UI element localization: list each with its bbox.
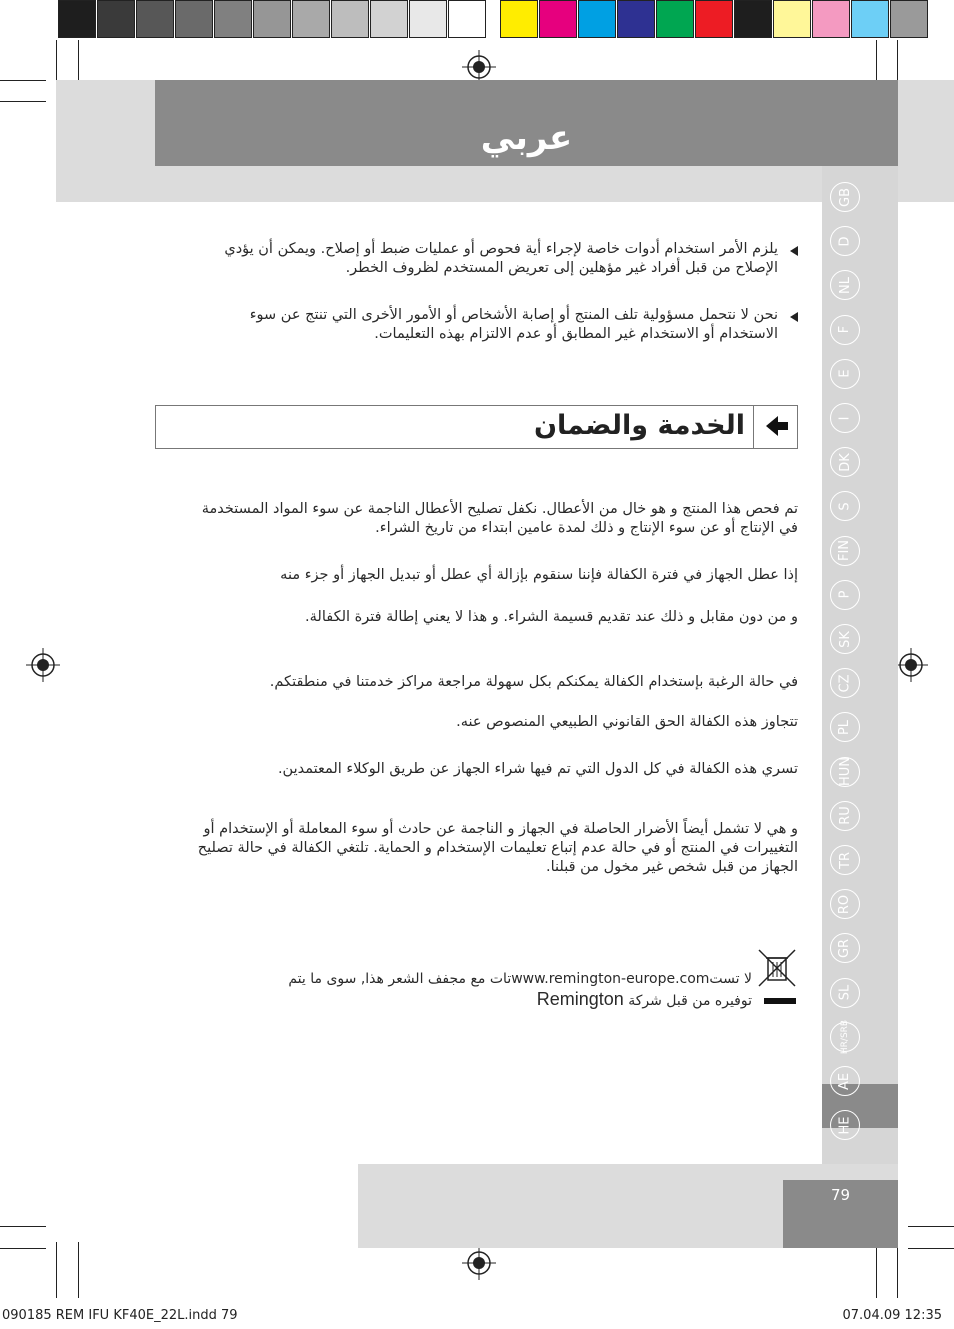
crop-mark — [908, 1248, 954, 1249]
color-swatch — [617, 0, 655, 38]
color-swatch — [812, 0, 850, 38]
language-tab-strip — [822, 166, 898, 1164]
weee-bar — [764, 998, 796, 1004]
language-tab-gb[interactable] — [830, 182, 860, 212]
language-tab-label: RU — [837, 806, 853, 826]
color-swatch — [97, 0, 135, 38]
guarantee-paragraph: تتجاوز هذه الكفالة الحق القانوني الطبيعي المنصوص عنه. — [456, 714, 798, 730]
language-tab-label: RO — [837, 894, 853, 914]
brand-name: Remington — [536, 989, 624, 1009]
weee-text-line1: لا تستwww.remington-europe.comتات مع مجفف الشعر هذا, سوى ما يتم — [288, 971, 752, 987]
language-tab-hun[interactable] — [830, 757, 860, 787]
language-tab-sl[interactable] — [830, 978, 860, 1008]
color-swatch — [773, 0, 811, 38]
language-tab-label: F — [837, 325, 853, 334]
language-tab-dk[interactable] — [830, 447, 860, 477]
language-tab-d[interactable] — [830, 226, 860, 256]
color-bar-gap — [487, 0, 499, 36]
crop-mark — [0, 80, 46, 81]
bullet-text-1: يلزم الأمر استخدام أدوات خاصة لإجراء أية فحوص أو عمليات ضبط أو إصلاح. ويمكن أن يؤدي الإصلاح من قبل أفراد غير مؤهلين إلى تعريض المستخدم لظروف الخطر. — [224, 241, 778, 276]
language-tab-label: AE — [837, 1072, 853, 1090]
color-swatch — [890, 0, 928, 38]
language-tab-label: SL — [837, 984, 853, 1001]
color-swatch — [656, 0, 694, 38]
language-tab-label: HE — [837, 1116, 853, 1135]
guarantee-paragraph: و هي لا تشمل أيضاً الأضرار الحاصلة في الجهاز و الناجمة عن حادث أو سوء المعاملة أو الإستخدام أو التغييرات في المنتج أو في حالة عدم إتباع تعليمات الإستخدام و الحماية. تلتغي الكفالة في حالة تصليح الجهاز من قبل شخص غير مخول من قبلنا. — [197, 821, 798, 875]
language-tab-label: HR/SRB — [840, 1019, 851, 1054]
bullet-arrow-icon — [790, 312, 798, 322]
print-slug-date: 07.04.09 12:35 — [842, 1308, 942, 1323]
language-tab-label: TR — [837, 851, 853, 869]
color-swatch — [175, 0, 213, 38]
guarantee-paragraph: في حالة الرغبة بإستخدام الكفالة يمكنكم بكل سهولة مراجعة مراكز خدمتنا في منطقتكم. — [269, 674, 798, 690]
registration-mark-icon — [462, 1246, 496, 1280]
color-swatch — [695, 0, 733, 38]
color-swatch — [734, 0, 772, 38]
page-number: 79 — [830, 1186, 851, 1204]
color-swatch — [851, 0, 889, 38]
crop-mark — [0, 1226, 46, 1227]
language-tab-label: PL — [837, 719, 853, 735]
color-swatch — [409, 0, 447, 38]
crossed-bin-icon — [757, 948, 797, 992]
registration-mark-icon — [462, 50, 496, 84]
language-tab-label: I — [837, 416, 853, 420]
guarantee-paragraph: تسري هذه الكفالة في كل الدول التي تم فيها شراء الجهاز عن طريق الوكلاء المعتمدين. — [277, 761, 798, 777]
language-tab-i[interactable] — [830, 403, 860, 433]
language-tab-p[interactable] — [830, 580, 860, 610]
language-tab-hr-srb[interactable] — [830, 1019, 860, 1054]
crop-mark — [876, 1242, 877, 1298]
guarantee-paragraph: إذا عطل الجهاز في فترة الكفالة فإننا سنقوم بإزالة أي عطل أو تبديل الجهاز أو جزء منه — [280, 567, 798, 583]
section-icon-cell — [753, 405, 798, 449]
language-tab-label: D — [837, 236, 853, 247]
color-swatch — [331, 0, 369, 38]
language-tab-he[interactable] — [830, 1110, 860, 1140]
language-tab-label: NL — [837, 276, 853, 294]
bullet-arrow-icon — [790, 246, 798, 256]
language-tab-cz[interactable] — [830, 668, 860, 698]
color-swatch — [500, 0, 538, 38]
section-title: الخدمة والضمان — [533, 410, 745, 441]
language-tab-ae[interactable] — [830, 1066, 860, 1096]
weee-text-line2 — [190, 990, 752, 1011]
language-tab-f[interactable] — [830, 315, 860, 345]
crop-mark — [78, 1242, 79, 1298]
language-tab-label: DK — [837, 452, 853, 472]
language-tab-ro[interactable] — [830, 889, 860, 919]
language-tab-label: GR — [837, 938, 853, 958]
crop-mark — [56, 1242, 57, 1298]
registration-mark-icon — [26, 648, 60, 682]
color-calibration-bar — [58, 0, 929, 40]
registration-mark-icon — [894, 648, 928, 682]
color-swatch — [136, 0, 174, 38]
language-tab-label: FIN — [837, 540, 853, 562]
crop-mark — [0, 101, 46, 102]
color-swatch — [539, 0, 577, 38]
crop-mark — [908, 1226, 954, 1227]
language-tab-label: S — [837, 502, 853, 511]
language-tab-ru[interactable] — [830, 801, 860, 831]
crop-mark — [897, 1242, 898, 1298]
language-tab-tr[interactable] — [830, 845, 860, 875]
weee-text-arabic: توفيره من قبل شركة — [628, 993, 752, 1009]
color-swatch — [578, 0, 616, 38]
bullet-text-2: نحن لا نتحمل مسؤولية تلف المنتج أو إصابة الأشخاص أو الأمور الأخرى التي تنتج عن سوء الاستخدام أو الاستخدام غير المطابق أو عدم الالتزام بهذه التعليمات. — [249, 307, 778, 342]
color-swatch — [253, 0, 291, 38]
color-swatch — [448, 0, 486, 38]
language-title: عربي — [480, 118, 573, 158]
crop-mark — [0, 1248, 46, 1249]
color-swatch — [370, 0, 408, 38]
language-tab-label: SK — [837, 630, 853, 648]
guarantee-paragraph: تم فحص هذا المنتج و هو خال من الأعطال. نكفل تصليح الأعطال الناجمة عن سوء المواد المستخدمة في الإنتاج أو عن سوء الإنتاج و ذلك لمدة عامين ابتداء من تاريخ الشراء. — [201, 501, 798, 536]
language-tab-label: HUN — [837, 757, 853, 787]
language-tab-label: CZ — [837, 674, 853, 693]
color-swatch — [292, 0, 330, 38]
language-tab-e[interactable] — [830, 359, 860, 389]
arrow-left-icon — [754, 405, 798, 447]
color-swatch — [58, 0, 96, 38]
language-tab-label: E — [837, 369, 853, 378]
print-slug-file: 090185 REM IFU KF40E_22L.indd 79 — [2, 1308, 238, 1323]
language-tab-fin[interactable] — [830, 536, 860, 566]
color-swatch — [214, 0, 252, 38]
language-tab-sk[interactable] — [830, 624, 860, 654]
language-tab-label: GB — [837, 187, 853, 207]
language-tab-label: P — [837, 590, 853, 599]
guarantee-paragraph: و من دون مقابل و ذلك عند تقديم قسيمة الشراء. و هذا لا يعني إطالة فترة الكفالة. — [305, 609, 798, 625]
